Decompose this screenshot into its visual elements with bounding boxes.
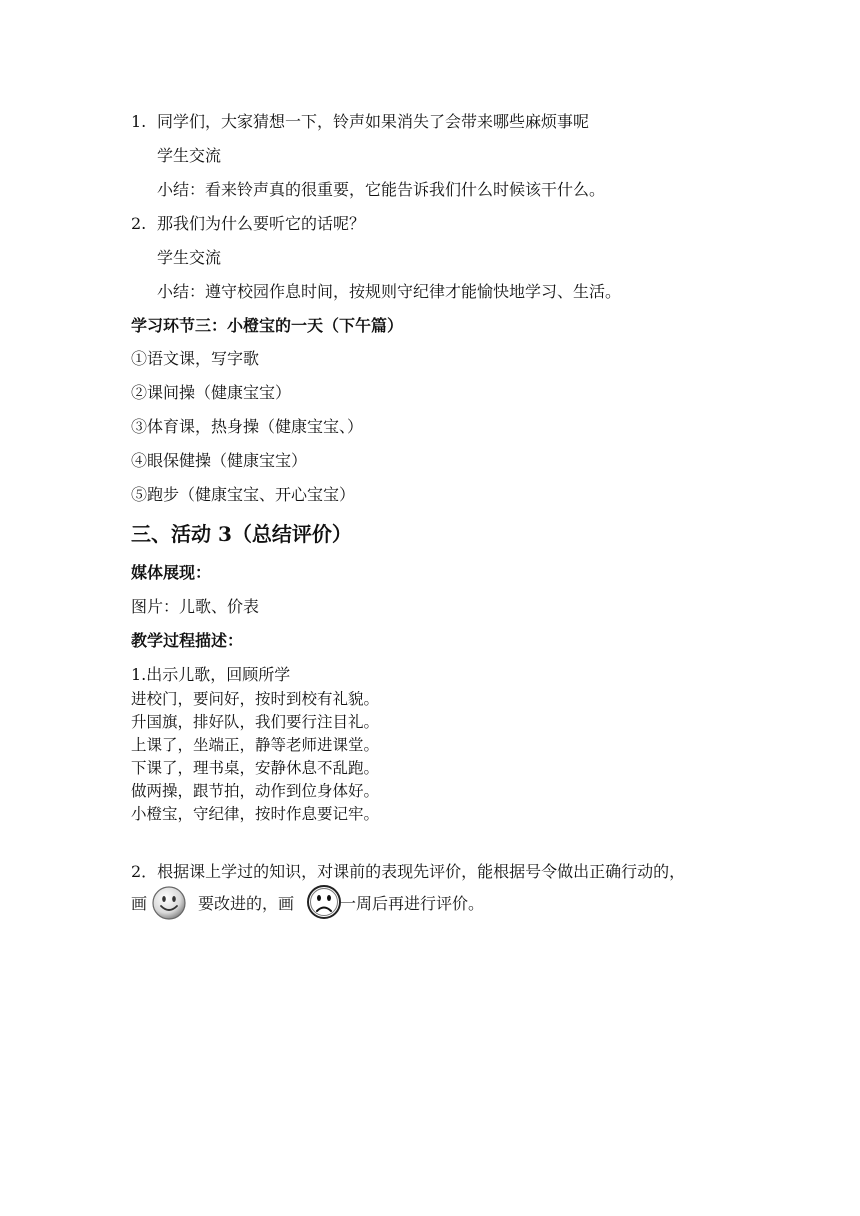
- activity-3-heading: 三、活动 3（总结评价）: [131, 522, 352, 546]
- poem-line: 做两操，跟节拍，动作到位身体好。: [131, 782, 380, 800]
- question-1-number: 1.: [131, 112, 147, 131]
- section-3-item: ③体育课，热身操（健康宝宝、）: [131, 417, 364, 436]
- question-2-text: 那我们为什么要听它的话呢？: [157, 214, 366, 233]
- step-2-tail-text: 一周后再进行评价。: [340, 894, 485, 913]
- section-3-title: 学习环节三：小橙宝的一天（下午篇）: [131, 316, 404, 335]
- poem-line: 小橙宝，守纪律，按时作息要记牢。: [131, 805, 380, 823]
- question-1-text: 同学们，大家猜想一下，铃声如果消失了会带来哪些麻烦事呢: [157, 112, 590, 131]
- question-2-summary: 小结：遵守校园作息时间，按规则守纪律才能愉快地学习、生活。: [157, 282, 622, 301]
- section-3-item: ①语文课，写字歌: [131, 349, 260, 368]
- poem-line: 进校门，要问好，按时到校有礼貌。: [131, 690, 380, 708]
- step-2-draw-label: 画: [131, 894, 148, 913]
- media-text: 图片：儿歌、价表: [131, 597, 260, 616]
- media-label: 媒体展现：: [131, 563, 212, 582]
- step-1: 1.出示儿歌，回顾所学: [131, 665, 291, 684]
- process-label: 教学过程描述：: [131, 631, 244, 650]
- question-1: [131, 112, 589, 132]
- question-2-answer: 学生交流: [157, 248, 222, 267]
- question-1-answer: 学生交流: [157, 146, 222, 165]
- poem-line: 上课了，坐端正，静等老师进课堂。: [131, 736, 380, 754]
- section-3-item: ②课间操（健康宝宝）: [131, 383, 292, 402]
- step-2-line-1: 2．根据课上学过的知识，对课前的表现先评价，能根据号令做出正确行动的，: [131, 862, 686, 881]
- poem-line: 下课了，理书桌，安静休息不乱跑。: [131, 759, 380, 777]
- question-2-number: 2.: [131, 214, 147, 233]
- section-3-item: ④眼保健操（健康宝宝）: [131, 451, 308, 470]
- frowning-face-icon: [306, 884, 342, 920]
- question-2: [131, 214, 365, 234]
- section-3-item: ⑤跑步（健康宝宝、开心宝宝）: [131, 485, 356, 504]
- poem-line: 升国旗，排好队，我们要行注目礼。: [131, 713, 380, 731]
- smiley-face-icon: [151, 885, 187, 921]
- step-2-improve-text: 要改进的，画: [198, 894, 295, 913]
- question-1-summary: 小结：看来铃声真的很重要，它能告诉我们什么时候该干什么。: [157, 180, 606, 199]
